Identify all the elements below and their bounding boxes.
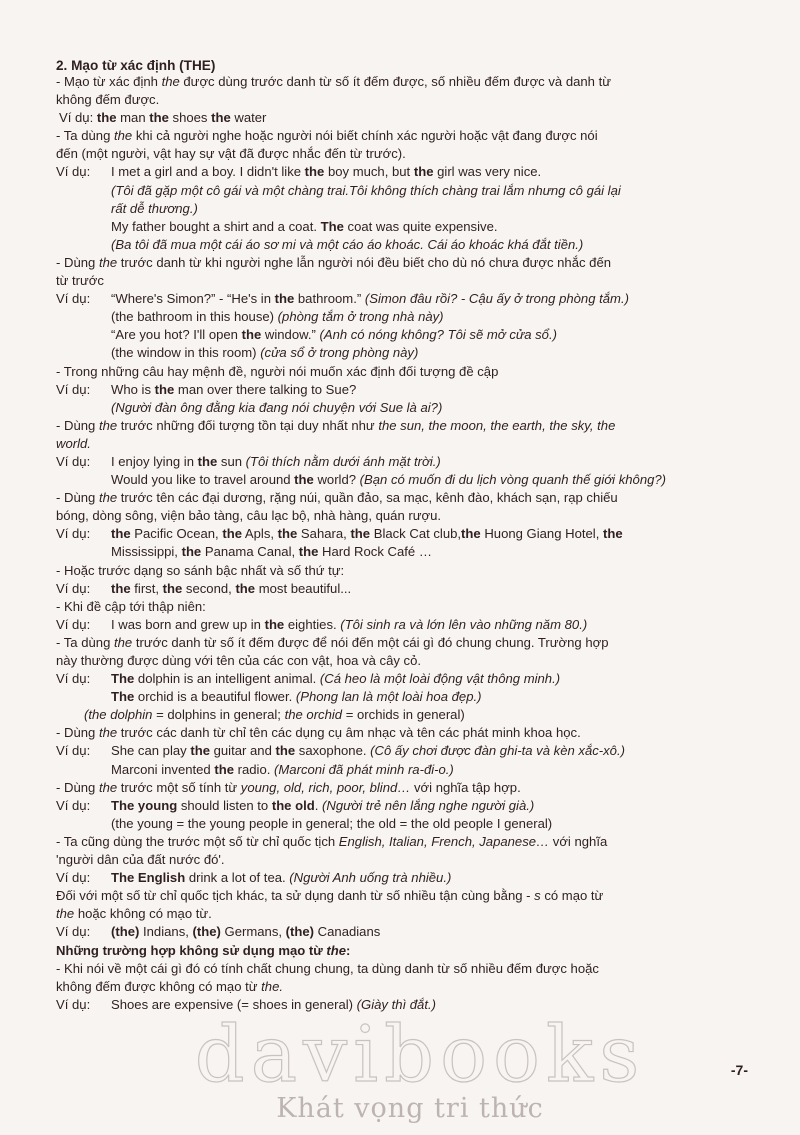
text-segment: should listen to: [177, 797, 272, 813]
text-line: [56, 670, 748, 688]
text-segment: young, old, rich, poor, blind…: [240, 779, 411, 795]
text-segment: s: [534, 888, 541, 904]
text-segment: first,: [130, 580, 163, 596]
text-line: [56, 960, 748, 978]
text-line: [56, 761, 748, 779]
text-line: [56, 598, 748, 616]
text-line: [56, 453, 748, 471]
text-segment: (phòng tắm ở trong nhà này): [277, 309, 444, 325]
text-segment: the: [154, 381, 175, 397]
text-segment: the: [197, 453, 218, 469]
text-segment: Ví dụ:: [59, 110, 97, 126]
text-segment: the: [98, 725, 118, 741]
text-segment: (Cô ấy chơi được đàn ghi-ta và kèn xắc-xô.): [370, 743, 625, 759]
text-segment: Panama Canal,: [201, 544, 299, 560]
text-segment: eighties.: [284, 616, 341, 632]
text-line: [56, 634, 748, 652]
example-label: Ví dụ:: [56, 996, 91, 1012]
text-segment: (cửa sổ ở trong phòng này): [260, 345, 419, 361]
text-segment: = dolphins in general;: [152, 707, 285, 723]
text-segment: từ trước: [56, 273, 104, 289]
text-segment: the: [264, 616, 285, 632]
text-segment: Sahara,: [297, 526, 351, 542]
text-segment: shoes: [168, 110, 212, 126]
text-line: [56, 616, 748, 634]
text-segment: the: [275, 743, 296, 759]
text-line: [56, 815, 748, 833]
text-segment: hoặc không có mạo từ.: [74, 906, 212, 922]
text-segment: - Ta dùng: [56, 634, 114, 650]
text-segment: Những trường hợp không sử dụng mạo từ: [56, 942, 327, 958]
text-segment: (Simon đâu rồi? - Cậu ấy ở trong phòng tắm.): [364, 291, 629, 307]
text-segment: (Tôi đã gặp một cô gái và một chàng trai.Tôi không thích chàng trai lắm nhưng cô gái lại: [111, 182, 621, 198]
text-segment: the: [162, 580, 183, 596]
text-segment: Marconi invented: [111, 761, 215, 777]
text-segment: I was born and grew up in: [111, 616, 265, 632]
text-segment: Đối với một số từ chỉ quốc tịch khác, ta sử dụng danh từ số nhiều tận cùng bằng -: [56, 888, 535, 904]
text-segment: English, Italian, French, Japanese…: [338, 833, 550, 849]
example-label: Ví dụ:: [56, 797, 91, 813]
text-segment: the old: [271, 797, 315, 813]
text-segment: the: [114, 634, 133, 650]
example-label: Ví dụ:: [56, 743, 91, 759]
text-line: [56, 471, 748, 489]
text-segment: dolphin is an intelligent animal.: [134, 671, 320, 687]
text-segment: the: [222, 526, 242, 542]
text-segment: the: [277, 526, 298, 542]
text-segment: (Người Anh uống trà nhiều.): [289, 870, 452, 886]
text-segment: (: [84, 707, 89, 723]
text-segment: Mississippi,: [111, 544, 182, 560]
text-segment: (the bathroom in this house): [111, 309, 278, 325]
text-segment: - Dùng: [56, 779, 99, 795]
text-segment: I met a girl and a boy. I didn't like: [111, 164, 305, 180]
text-segment: the: [149, 110, 169, 126]
text-segment: khi cả người nghe hoặc người nói biết chính xác người hoặc vật đang được nói: [132, 128, 598, 144]
text-line: [56, 562, 748, 580]
text-segment: - Khi nói về một cái gì đó có tính chất chung chung, ta dùng danh từ số nhiều đếm được hoặc: [56, 960, 599, 976]
text-segment: the: [350, 526, 371, 542]
text-line: [56, 308, 748, 326]
text-segment: bóng, dòng sông, viện bảo tàng, câu lạc bộ, nhà hàng, quán rượu.: [56, 508, 441, 524]
text-segment: (the): [192, 924, 221, 940]
text-segment: girl was very nice.: [433, 164, 542, 180]
text-line: [56, 127, 748, 145]
text-segment: world?: [313, 472, 360, 488]
text-segment: :: [346, 942, 351, 958]
text-line: [56, 833, 748, 851]
text-segment: the: [211, 110, 231, 126]
text-line: [56, 363, 748, 381]
text-line: [56, 543, 748, 561]
text-line: [56, 851, 748, 869]
text-line: [56, 923, 748, 941]
text-segment: the: [326, 942, 347, 958]
text-segment: (Anh có nóng không? Tôi sẽ mở cửa sổ.): [319, 327, 557, 343]
text-line: [56, 182, 748, 200]
text-line: [56, 381, 748, 399]
text-segment: world.: [56, 435, 91, 451]
text-segment: Shoes are expensive (= shoes in general): [111, 996, 357, 1012]
text-line: [56, 507, 748, 525]
text-segment: Pacific Ocean,: [130, 526, 223, 542]
text-line: [56, 145, 748, 163]
text-segment: = orchids in general): [342, 707, 465, 723]
text-segment: coat was quite expensive.: [343, 218, 498, 234]
text-segment: - Dùng: [56, 490, 99, 506]
example-label: Ví dụ:: [56, 671, 91, 687]
text-segment: the: [274, 291, 295, 307]
example-label: Ví dụ:: [56, 526, 91, 542]
text-segment: the: [235, 580, 256, 596]
text-segment: - Dùng: [56, 725, 99, 741]
text-segment: the: [602, 526, 623, 542]
text-segment: Germans,: [220, 924, 286, 940]
text-segment: (Tôi thích nằm dưới ánh mặt trời.): [245, 453, 441, 469]
section-title: 2. Mạo từ xác định (THE): [56, 58, 216, 73]
text-line: [56, 706, 748, 724]
text-line: [56, 580, 748, 598]
text-segment: “Are you hot? I'll open: [111, 327, 242, 343]
text-segment: - Ta dùng: [56, 128, 114, 144]
text-segment: - Ta cũng dùng the trước một số từ chỉ quốc tịch: [56, 833, 339, 849]
text-line: [56, 344, 748, 362]
text-segment: (the window in this room): [111, 345, 261, 361]
example-label: Ví dụ:: [56, 453, 91, 469]
text-segment: the: [98, 779, 118, 795]
text-line: [56, 724, 748, 742]
text-segment: man: [116, 110, 150, 126]
example-label: Ví dụ:: [56, 381, 91, 397]
text-segment: the sun, the moon, the earth, the sky, the: [378, 417, 616, 433]
text-segment: The young: [111, 797, 178, 813]
text-segment: Huong Giang Hotel,: [480, 526, 603, 542]
text-segment: không đếm được.: [56, 92, 160, 108]
text-segment: the: [111, 526, 131, 542]
text-segment: Hard Rock Café …: [318, 544, 432, 560]
text-segment: the: [190, 743, 210, 759]
text-segment: với nghĩa tập hợp.: [410, 779, 521, 795]
text-segment: - Dùng: [56, 417, 99, 433]
text-segment: “Where's Simon?” - “He's in: [111, 291, 275, 307]
text-segment: the: [241, 327, 262, 343]
text-line: [56, 109, 748, 127]
text-segment: boy much, but: [324, 164, 414, 180]
watermark-tagline: Khát vọng tri thức: [276, 1093, 544, 1124]
text-segment: the: [294, 472, 314, 488]
text-segment: (the young = the young people in general; the old = the old people I general): [111, 815, 553, 831]
text-segment: the: [98, 417, 118, 433]
text-line: [56, 779, 748, 797]
text-segment: (Phong lan là một loài hoa đẹp.): [295, 689, 482, 705]
text-segment: - Mạo từ xác định: [56, 74, 162, 89]
text-segment: most beautiful...: [255, 580, 352, 596]
text-line: [56, 399, 748, 417]
text-line: [56, 91, 748, 109]
example-label: Ví dụ:: [56, 291, 91, 307]
text-segment: Would you like to travel around: [111, 472, 295, 488]
text-segment: radio.: [234, 761, 275, 777]
text-line: [56, 272, 748, 290]
text-segment: Black Cat club,: [370, 526, 462, 542]
text-segment: the: [98, 490, 118, 506]
text-segment: the: [181, 544, 202, 560]
text-line: [56, 254, 748, 272]
text-segment: (the): [111, 924, 140, 940]
text-segment: The: [111, 689, 135, 705]
text-line: [56, 652, 748, 670]
text-segment: the: [413, 164, 434, 180]
text-segment: Canadians: [314, 924, 381, 940]
example-label: Ví dụ:: [56, 164, 91, 180]
text-segment: 'người dân của đất nước đó'.: [56, 852, 225, 868]
text-segment: (Giày thì đắt.): [356, 996, 436, 1012]
text-segment: - Dùng: [56, 254, 99, 270]
text-segment: the: [111, 580, 131, 596]
text-segment: orchid is a beautiful flower.: [134, 689, 296, 705]
text-line: [56, 200, 748, 218]
text-segment: sun: [217, 453, 246, 469]
text-line: [56, 489, 748, 507]
text-line: [56, 905, 748, 923]
text-line: [56, 996, 748, 1014]
text-segment: I enjoy lying in: [111, 453, 198, 469]
text-line: [56, 326, 748, 344]
text-segment: bathroom.”: [294, 291, 365, 307]
example-label: Ví dụ:: [56, 580, 91, 596]
text-segment: drink a lot of tea.: [185, 870, 290, 886]
text-segment: với nghĩa: [549, 833, 608, 849]
text-segment: Indians,: [139, 924, 193, 940]
text-segment: man over there talking to Sue?: [174, 381, 357, 397]
text-line: [56, 525, 748, 543]
example-label: Ví dụ:: [56, 924, 91, 940]
text-segment: the: [298, 544, 319, 560]
text-segment: được dùng trước danh từ số ít đếm được, số nhiều đếm được và danh từ: [179, 74, 611, 89]
text-segment: Who is: [111, 381, 155, 397]
text-segment: the: [461, 526, 481, 542]
text-line: [56, 73, 748, 91]
example-label: Ví dụ:: [56, 870, 91, 886]
text-segment: the dolphin: [88, 707, 153, 723]
text-segment: the: [96, 110, 117, 126]
text-segment: trước tên các đại dương, rặng núi, quần đảo, sa mạc, kênh đào, khách sạn, rạp chiếu: [117, 490, 618, 506]
text-segment: The English: [111, 870, 186, 886]
text-segment: trước các danh từ chỉ tên các dụng cụ âm nhạc và tên các phát minh khoa học.: [117, 725, 581, 741]
text-segment: trước danh từ khi người nghe lẫn người nói đều biết cho dù nó chưa được nhắc đến: [117, 254, 612, 270]
text-segment: Apls,: [241, 526, 278, 542]
text-segment: guitar and: [209, 743, 276, 759]
text-line: [56, 742, 748, 760]
text-segment: .: [314, 797, 323, 813]
text-segment: rất dễ thương.): [111, 200, 198, 216]
text-line: [56, 942, 748, 960]
text-line: [56, 797, 748, 815]
text-segment: - Trong những câu hay mệnh đề, người nói muốn xác định đối tượng đề cập: [56, 363, 499, 379]
text-segment: saxophone.: [295, 743, 371, 759]
text-segment: trước những đối tượng tồn tại duy nhất như: [117, 417, 379, 433]
text-segment: the: [214, 761, 234, 777]
text-line: [56, 236, 748, 254]
text-segment: (Người đàn ông đằng kia đang nói chuyện với Sue là ai?): [111, 399, 443, 415]
text-segment: She can play: [111, 743, 191, 759]
text-segment: window.”: [261, 327, 320, 343]
text-segment: này thường được dùng với tên của các con vật, hoa và cây cỏ.: [56, 653, 422, 668]
text-line: [56, 887, 748, 905]
text-segment: (the): [285, 924, 315, 940]
text-segment: (Bạn có muốn đi du lịch vòng quanh thế giới không?): [359, 472, 667, 488]
text-segment: - Khi đề cập tới thập niên:: [56, 598, 206, 614]
text-line: [56, 978, 748, 996]
text-line: [56, 688, 748, 706]
text-segment: - Hoặc trước dạng so sánh bậc nhất và số thứ tự:: [56, 562, 345, 578]
text-segment: second,: [182, 580, 236, 596]
text-segment: có mạo từ: [540, 888, 604, 904]
text-segment: (Cá heo là một loài động vật thông minh.): [319, 671, 561, 687]
text-segment: the: [56, 906, 75, 922]
text-segment: (Marconi đã phát minh ra-đi-o.): [274, 761, 454, 777]
text-segment: water: [230, 110, 267, 126]
text-line: [56, 417, 748, 435]
text-line: [56, 869, 748, 887]
text-line: [56, 290, 748, 308]
text-segment: đến (một người, vật hay sự vật đã được nhắc đến từ trước).: [56, 146, 406, 162]
page-number: -7-: [730, 1062, 748, 1078]
text-segment: The: [111, 671, 135, 687]
text-segment: trước danh từ số ít đếm được để nói đến một cái gì đó chung chung. Trường hợp: [132, 634, 609, 650]
text-segment: My father bought a shirt and a coat.: [111, 218, 321, 234]
text-line: [56, 435, 748, 453]
example-label: Ví dụ:: [56, 616, 91, 632]
text-segment: không đếm được không có mạo từ: [56, 978, 262, 994]
text-line: [56, 163, 748, 181]
text-segment: trước một số tính từ: [117, 779, 241, 795]
text-segment: the orchid: [284, 707, 343, 723]
body-text: [56, 73, 748, 1014]
text-segment: the: [98, 254, 118, 270]
watermark-logo: davibooks: [194, 1010, 646, 1100]
text-line: [56, 218, 748, 236]
text-segment: the.: [261, 978, 284, 994]
text-segment: (Tôi sinh ra và lớn lên vào những năm 80.): [340, 616, 588, 632]
text-segment: (Người trẻ nên lắng nghe người già.): [322, 797, 535, 813]
text-segment: (Ba tôi đã mua một cái áo sơ mi và một cáo áo khoác. Cái áo khoác khá đắt tiền.): [111, 236, 584, 252]
text-segment: the: [161, 74, 180, 89]
text-segment: the: [114, 128, 133, 144]
text-segment: The: [320, 218, 344, 234]
text-segment: the: [304, 164, 325, 180]
